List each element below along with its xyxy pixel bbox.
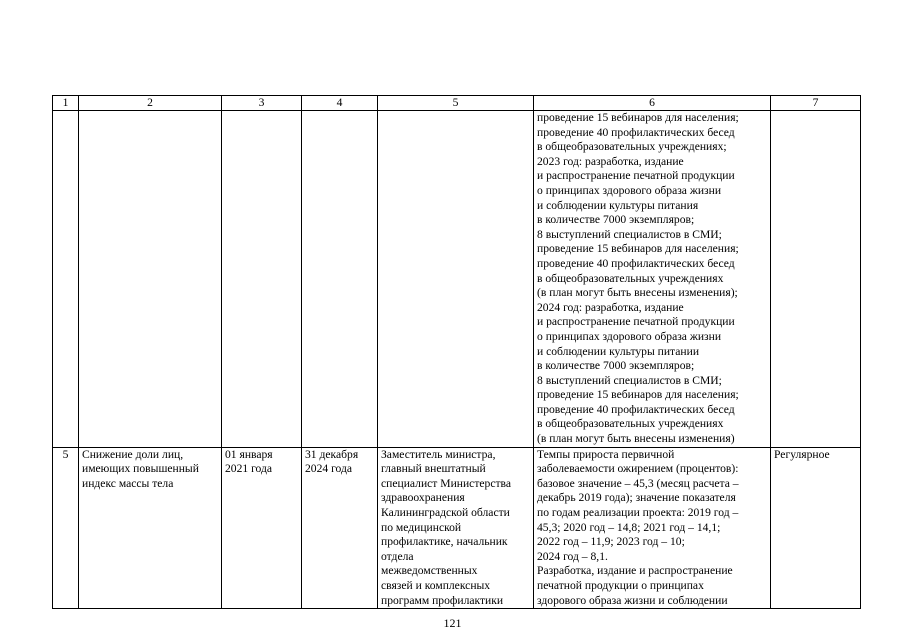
text-line: декабрь 2019 года); значение показателя xyxy=(537,491,736,505)
cont-cell-7 xyxy=(771,111,861,448)
header-col-6: 6 xyxy=(534,96,771,111)
text-line: в общеобразовательных учреждениях xyxy=(537,271,724,285)
text-line: и распространение печатной продукции xyxy=(537,315,735,329)
row5-end-date xyxy=(302,447,378,609)
text-line: проведение 40 профилактических бесед xyxy=(537,402,735,416)
header-col-3: 3 xyxy=(222,96,302,111)
text-line: проведение 40 профилактических бесед xyxy=(537,256,735,270)
text-line: Снижение доли лиц, xyxy=(82,447,184,461)
text-line: в общеобразовательных учреждениях xyxy=(537,417,724,431)
text-line: главный внештатный xyxy=(381,462,486,476)
header-col-2: 2 xyxy=(79,96,222,111)
text-line: и распространение печатной продукции xyxy=(537,169,735,183)
text-line: здравоохранения xyxy=(381,491,465,505)
cont-cell-1 xyxy=(53,111,79,448)
text-line: 2023 год: разработка, издание xyxy=(537,154,684,168)
header-col-7: 7 xyxy=(771,96,861,111)
text-line: Калининградской области xyxy=(381,506,510,520)
text-line: в количестве 7000 экземпляров; xyxy=(537,213,695,227)
cont-cell-3 xyxy=(222,111,302,448)
header-col-4: 4 xyxy=(302,96,378,111)
text-line: отдела xyxy=(381,549,414,563)
text-line: индекс массы тела xyxy=(82,476,174,490)
row5-start-date xyxy=(222,447,302,609)
text-line: имеющих повышенный xyxy=(82,462,199,476)
text-line: печатной продукции о принципах xyxy=(537,579,704,592)
text-line: связей и комплексных xyxy=(381,579,491,592)
text-line: 2021 года xyxy=(225,462,273,476)
text-line: профилактике, начальник xyxy=(381,535,508,549)
text-line: и соблюдении культуры питании xyxy=(537,344,700,358)
text-line: в количестве 7000 экземпляров; xyxy=(537,359,695,373)
text-line: проведение 15 вебинаров для населения; xyxy=(537,111,739,124)
cont-cell-2 xyxy=(79,111,222,448)
page-number: 121 xyxy=(443,616,462,630)
text-line: 45,3; 2020 год – 14,8; 2021 год – 14,1; xyxy=(537,520,721,534)
continuation-row xyxy=(53,111,861,448)
text-line: о принципах здорового образа жизни xyxy=(537,183,722,197)
text-line: базовое значение – 45,3 (месяц расчета – xyxy=(537,476,739,490)
text-line: Темпы прироста первичной xyxy=(537,447,675,461)
table-row-5 xyxy=(53,447,861,609)
text-line: 2024 год – 8,1. xyxy=(537,549,608,563)
text-line: 2024 год: разработка, издание xyxy=(537,300,684,314)
text-line: (в план могут быть внесены изменения); xyxy=(537,286,738,300)
text-line: о принципах здорового образа жизни xyxy=(537,329,722,343)
text-line: по медицинской xyxy=(381,520,462,534)
text-line: программ профилактики xyxy=(381,593,504,607)
cont-cell-6 xyxy=(534,111,771,448)
text-line: здорового образа жизни и соблюдении xyxy=(537,593,728,607)
cont-cell-4 xyxy=(302,111,378,448)
cont-cell-5 xyxy=(378,111,534,448)
row5-responsible xyxy=(378,447,534,609)
row5-description xyxy=(534,447,771,609)
text-line: 2022 год – 11,9; 2023 год – 10; xyxy=(537,535,685,549)
row5-frequency xyxy=(771,447,861,609)
text-line: Заместитель министра, xyxy=(381,447,496,461)
text-line: заболеваемости ожирением (процентов): xyxy=(537,462,739,476)
header-row xyxy=(53,96,861,111)
text-line: 01 января xyxy=(225,447,273,461)
text-line: проведение 15 вебинаров для населения; xyxy=(537,242,739,256)
text-line: межведомственных xyxy=(381,564,478,578)
text-line: Регулярное xyxy=(774,447,830,461)
row5-number: 5 xyxy=(53,447,79,609)
text-line: в общеобразовательных учреждениях; xyxy=(537,140,727,154)
text-line: 31 декабря xyxy=(305,447,359,461)
text-line: 2024 года xyxy=(305,462,353,476)
text-line: и соблюдении культуры питания xyxy=(537,198,699,212)
text-line: проведение 40 профилактических бесед xyxy=(537,125,735,139)
text-line: 8 выступлений специалистов в СМИ; xyxy=(537,373,722,387)
text-line: 8 выступлений специалистов в СМИ; xyxy=(537,227,722,241)
text-line: (в план могут быть внесены изменения) xyxy=(537,432,735,446)
text-line: проведение 15 вебинаров для населения; xyxy=(537,388,739,402)
text-line: по годам реализации проекта: 2019 год – xyxy=(537,506,739,520)
text-line: специалист Министерства xyxy=(381,476,512,490)
header-col-5: 5 xyxy=(378,96,534,111)
row5-task-name xyxy=(79,447,222,609)
header-col-1: 1 xyxy=(53,96,79,111)
plan-table xyxy=(52,95,861,609)
text-line: Разработка, издание и распространение xyxy=(537,564,733,578)
